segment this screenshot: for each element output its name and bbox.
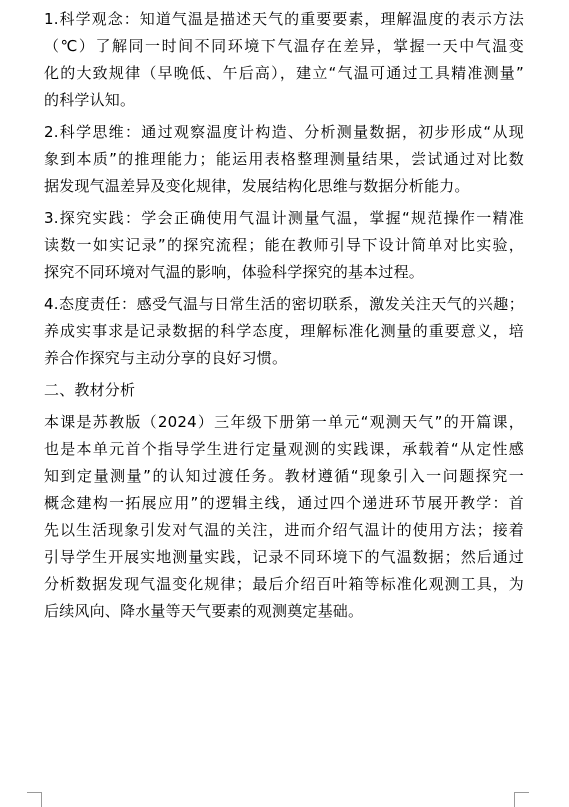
text-line: 分析数据发现气温变化规律；最后介绍百叶箱等标准化观测工具，为 <box>44 575 524 593</box>
text-line: 探究不同环境对气温的影响，体验科学探究的基本过程。 <box>44 263 425 281</box>
text-line: 4.态度责任：感受气温与日常生活的密切联系，激发关注天气的兴趣； <box>44 295 524 313</box>
objective-paragraph-4 <box>44 291 524 372</box>
text-line: 2.科学思维：通过观察温度计构造、分析测量数据，初步形成“从现 <box>44 123 524 141</box>
objective-paragraph-1 <box>44 6 524 114</box>
objective-paragraph-3 <box>44 205 524 286</box>
text-line: 1.科学观念：知道气温是描述天气的重要要素，理解温度的表示方法 <box>44 10 524 28</box>
objective-paragraph-2 <box>44 119 524 200</box>
text-line: 概念建构一拓展应用”的逻辑主线，通过四个递进环节展开教学：首 <box>44 494 524 512</box>
text-line: 读数一如实记录”的探究流程；能在教师引导下设计简单对比实验， <box>44 236 524 254</box>
text-line: 知到定量测量”的认知过渡任务。教材遵循“现象引入一问题探究一 <box>44 467 524 485</box>
page-corner-mark-right <box>514 792 529 807</box>
analysis-paragraph <box>44 409 524 625</box>
text-line: 象到本质”的推理能力；能运用表格整理测量结果，尝试通过对比数 <box>44 150 524 168</box>
text-line: 据发现气温差异及变化规律，发展结构化思维与数据分析能力。 <box>44 177 470 195</box>
text-line: 后续风向、降水量等天气要素的观测奠定基础。 <box>44 602 364 620</box>
text-line: （℃）了解同一时间不同环境下气温存在差异，掌握一天中气温变 <box>44 37 524 55</box>
text-line: 引导学生开展实地测量实践，记录不同环境下的气温数据；然后通过 <box>44 548 524 566</box>
text-line: 养合作探究与主动分享的良好习惯。 <box>44 349 288 367</box>
text-line: 化的大致规律（早晚低、午后高），建立“气温可通过工具精准测量” <box>44 64 524 82</box>
text-line: 3.探究实践：学会正确使用气温计测量气温，掌握“规范操作一精准 <box>44 209 524 227</box>
document-body <box>44 6 524 630</box>
text-line: 的科学认知。 <box>44 91 136 109</box>
text-line: 也是本单元首个指导学生进行定量观测的实践课，承载着“从定性感 <box>44 440 524 458</box>
text-line: 养成实事求是记录数据的科学态度，理解标准化测量的重要意义，培 <box>44 322 524 340</box>
text-line: 本课是苏教版（2024）三年级下册第一单元“观测天气”的开篇课， <box>44 413 524 431</box>
section-heading-text: 二、教材分析 <box>44 381 136 399</box>
page-corner-mark-left <box>27 792 42 807</box>
text-line: 先以生活现象引发对气温的关注，进而介绍气温计的使用方法；接着 <box>44 521 524 539</box>
section-heading <box>44 377 524 404</box>
